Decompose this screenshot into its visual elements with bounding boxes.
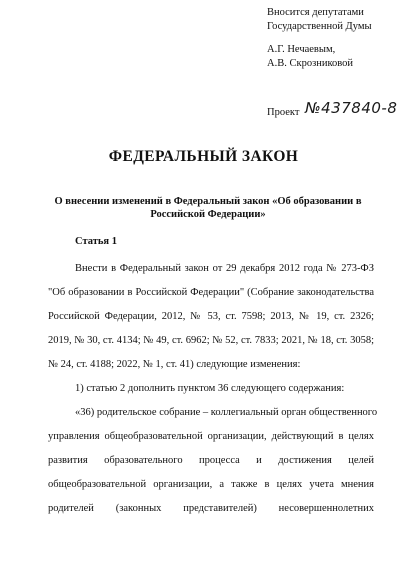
body-line: управления общеобразовательной организации, действующий в целях bbox=[48, 431, 374, 442]
submitter-line-2: Государственной Думы bbox=[267, 20, 372, 32]
body-line: общеобразовательной организации, а также в целях учета мнения bbox=[48, 479, 374, 490]
article-body bbox=[48, 257, 378, 521]
body-line: "Об образовании в Российской Федерации" (Собрание законодательства bbox=[48, 287, 374, 298]
body-line: родителей (законных представителей) несовершеннолетних bbox=[48, 503, 374, 514]
project-label: Проект bbox=[267, 107, 300, 118]
law-subtitle-line-1: О внесении изменений в Федеральный закон «Об образовании в bbox=[54, 196, 362, 207]
body-line: № 24, ст. 4188; 2022, № 1, ст. 41) следующие изменения: bbox=[48, 359, 301, 370]
law-title: ФЕДЕРАЛЬНЫЙ ЗАКОН bbox=[108, 148, 299, 165]
body-line: «36) родительское собрание – коллегиальный орган общественного bbox=[75, 407, 378, 418]
project-line bbox=[267, 99, 398, 120]
law-subtitle-line-2: Российской Федерации» bbox=[150, 209, 266, 220]
body-line: Российской Федерации, 2012, № 53, ст. 7598; 2013, № 19, ст. 2326; bbox=[48, 311, 374, 322]
body-line: Внести в Федеральный закон от 29 декабря 2012 года № 273-ФЗ bbox=[75, 263, 374, 274]
body-line: 2019, № 30, ст. 4134; № 49, ст. 6962; № 52, ст. 7833; 2021, № 18, ст. 3058; bbox=[48, 335, 374, 346]
submitter-block bbox=[267, 6, 372, 70]
submitter-name-1: А.Г. Нечаевым, bbox=[267, 44, 336, 55]
body-line: развития образовательного процесса и достижения целей bbox=[48, 455, 374, 466]
submitter-line-1: Вносится депутатами bbox=[267, 7, 364, 18]
article-title: Статья 1 bbox=[75, 236, 117, 247]
project-number-handwritten: №437840-8 bbox=[305, 99, 398, 117]
submitter-name-2: А.В. Скрозниковой bbox=[267, 57, 354, 69]
law-subtitle bbox=[48, 195, 368, 221]
body-line: 1) статью 2 дополнить пунктом 36 следующего содержания: bbox=[75, 383, 345, 394]
